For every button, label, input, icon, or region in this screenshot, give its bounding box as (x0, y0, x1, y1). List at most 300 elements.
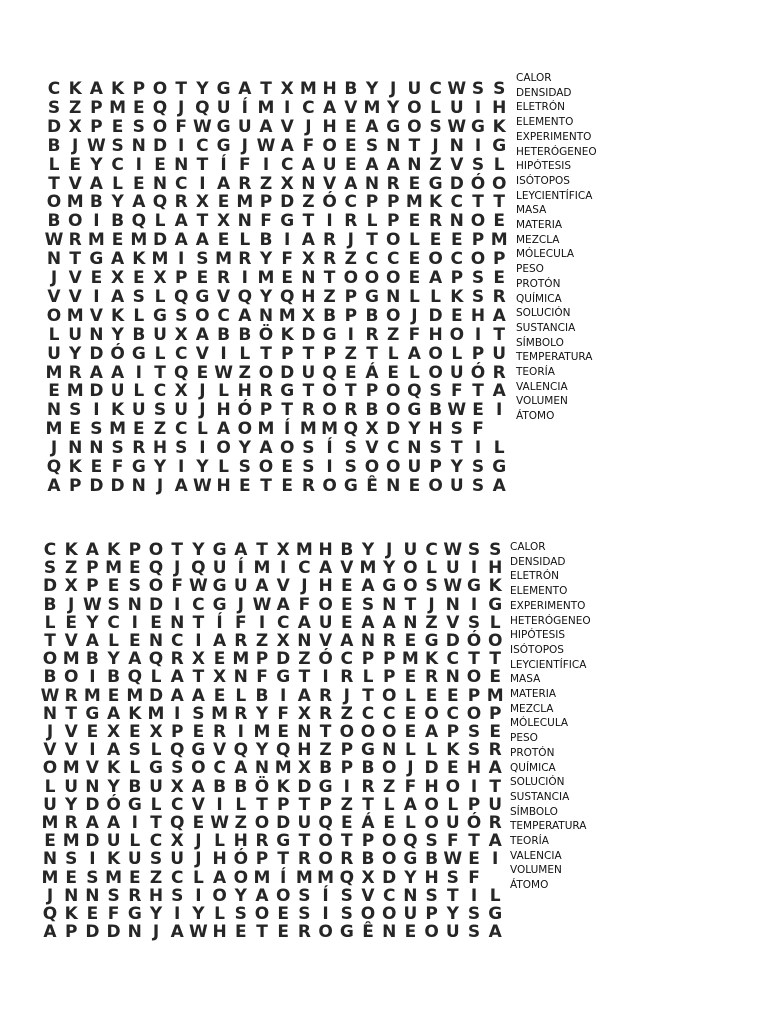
grid-letter: J (195, 831, 202, 852)
grid-letter: I (326, 457, 333, 477)
grid-letter: P (386, 211, 400, 232)
grid-letter: Ó (110, 343, 125, 364)
grid-letter: C (340, 649, 354, 670)
grid-letter: R (382, 631, 396, 651)
grid-letter: M (490, 230, 508, 251)
grid-letter: R (255, 831, 269, 852)
grid-letter: P (276, 794, 290, 815)
grid-letter: H (322, 79, 337, 99)
grid-letter: E (446, 685, 459, 706)
grid-letter: C (361, 703, 375, 724)
word-list-item: MEZCLA (510, 702, 554, 715)
grid-letter: A (259, 116, 273, 137)
word-list-item: PROTÓN (510, 746, 555, 759)
grid-letter: V (319, 631, 333, 651)
grid-letter: R (323, 230, 337, 251)
grid-letter: V (64, 631, 78, 651)
grid-letter: H (428, 324, 443, 345)
grid-letter: E (281, 268, 293, 288)
grid-letter: E (90, 268, 103, 288)
grid-letter: J (50, 438, 58, 459)
grid-letter: U (407, 79, 422, 99)
grid-letter: K (488, 576, 502, 597)
grid-letter: J (305, 116, 312, 137)
word-list-item: SOLUCIÓN (516, 307, 571, 320)
grid-letter: P (170, 722, 184, 742)
grid-letter: C (170, 794, 184, 815)
grid-letter: T (340, 831, 353, 852)
grid-letter: S (302, 438, 315, 459)
grid-letter: B (429, 400, 443, 421)
grid-letter: B (47, 135, 61, 156)
grid-letter: O (237, 419, 253, 440)
grid-letter: S (107, 594, 120, 615)
grid-letter: T (493, 192, 505, 213)
grid-letter: Ö (254, 776, 270, 797)
grid-letter: U (445, 922, 460, 943)
grid-letter: L (218, 381, 230, 402)
grid-letter: Y (192, 540, 205, 560)
grid-letter: L (133, 381, 145, 402)
grid-letter: E (281, 457, 293, 477)
word-list-item: ÁTOMO (516, 410, 555, 423)
grid-letter: Á (365, 362, 379, 383)
grid-letter: M (232, 649, 250, 670)
grid-letter: K (111, 79, 125, 99)
grid-letter: A (492, 475, 506, 496)
grid-letter: R (64, 813, 78, 833)
grid-letter: I (89, 849, 96, 870)
grid-letter: P (446, 722, 460, 742)
grid-letter: L (404, 740, 416, 761)
grid-letter: X (297, 758, 311, 779)
grid-letter: K (68, 457, 82, 477)
grid-letter: V (280, 116, 294, 137)
grid-letter: E (217, 192, 230, 213)
grid-letter: Ê (362, 922, 374, 943)
grid-letter: G (428, 173, 443, 194)
grid-letter: Z (238, 362, 251, 383)
grid-letter: M (211, 703, 229, 724)
grid-letter: N (237, 211, 252, 232)
grid-letter: O (42, 649, 58, 670)
grid-letter: L (387, 343, 399, 364)
grid-letter: L (408, 230, 420, 251)
grid-letter: O (385, 457, 401, 477)
grid-letter: V (47, 286, 61, 307)
grid-letter: F (298, 594, 311, 615)
grid-letter: A (407, 343, 421, 364)
grid-letter: V (64, 722, 78, 742)
grid-letter: R (319, 685, 333, 706)
grid-letter: X (153, 268, 167, 288)
grid-letter: D (424, 758, 439, 779)
grid-letter: F (260, 211, 272, 232)
grid-letter: E (408, 475, 421, 496)
grid-letter: L (150, 667, 162, 688)
grid-letter: I (262, 154, 270, 175)
grid-letter: M (405, 192, 423, 213)
grid-letter: I (284, 97, 291, 118)
grid-letter: Q (127, 667, 143, 688)
grid-letter: V (195, 343, 209, 364)
grid-letter: I (131, 813, 138, 833)
grid-letter: R (238, 249, 252, 270)
grid-letter: A (425, 722, 439, 742)
grid-letter: U (301, 362, 316, 383)
grid-letter: E (493, 268, 505, 288)
grid-letter: M (41, 867, 59, 888)
grid-letter: A (107, 740, 121, 761)
grid-letter: G (339, 922, 354, 943)
grid-letter: I (474, 97, 482, 118)
grid-letter: S (175, 438, 188, 459)
grid-letter: C (196, 135, 209, 156)
grid-letter: H (470, 305, 486, 326)
grid-letter: O (279, 438, 295, 459)
grid-letter: L (150, 794, 162, 815)
grid-letter: K (492, 116, 506, 137)
grid-letter: C (192, 594, 205, 615)
grid-letter: E (86, 722, 99, 742)
grid-letter: S (298, 904, 311, 924)
grid-letter: Z (323, 286, 336, 307)
grid-letter: Q (407, 381, 422, 402)
grid-letter: E (196, 268, 209, 288)
grid-letter: R (259, 381, 273, 402)
grid-letter: O (449, 324, 465, 345)
grid-letter: P (68, 475, 82, 496)
grid-letter: B (111, 211, 125, 232)
grid-letter: G (382, 576, 397, 597)
grid-letter: E (340, 576, 353, 597)
grid-letter: W (443, 849, 463, 870)
grid-letter: T (302, 381, 315, 402)
grid-letter: Y (149, 904, 163, 924)
grid-letter: B (344, 79, 358, 99)
grid-letter: C (213, 758, 226, 779)
grid-letter: O (466, 667, 482, 688)
grid-letter: Z (340, 703, 353, 724)
grid-letter: E (344, 116, 357, 137)
grid-letter: F (302, 135, 315, 156)
word-list-item: HIPÓTESIS (510, 629, 566, 642)
grid-letter: P (132, 79, 146, 99)
word-list-item: MASA (510, 673, 541, 686)
grid-letter: W (443, 540, 463, 560)
grid-letter: A (191, 685, 205, 706)
grid-letter: X (191, 649, 205, 670)
grid-letter: B (234, 776, 248, 797)
grid-letter: O (424, 703, 439, 724)
grid-letter: P (365, 381, 379, 402)
grid-letter: T (69, 249, 81, 270)
grid-letter: U (403, 904, 418, 924)
grid-letter: P (365, 192, 379, 213)
word-list-item: CALOR (510, 541, 546, 553)
grid-letter: D (382, 867, 397, 888)
grid-letter: Z (383, 776, 396, 797)
word-list-item: PESO (510, 732, 538, 745)
grid-letter: Q (152, 192, 168, 213)
grid-letter: N (403, 612, 418, 633)
grid-letter: E (132, 268, 145, 288)
grid-letter: I (322, 904, 329, 924)
grid-letter: K (64, 904, 78, 924)
grid-letter: L (154, 343, 166, 364)
grid-letter: I (258, 612, 266, 633)
grid-letter: L (150, 740, 162, 761)
grid-letter: O (428, 362, 443, 383)
grid-letter: X (276, 540, 290, 560)
grid-letter: D (280, 362, 295, 383)
grid-letter: Z (344, 249, 357, 270)
grid-letter: L (154, 211, 166, 232)
grid-letter: I (199, 173, 206, 194)
grid-letter: O (424, 813, 439, 833)
grid-letter: Q (322, 362, 337, 383)
grid-letter: A (255, 885, 269, 906)
grid-letter: O (381, 904, 397, 924)
grid-letter: A (191, 776, 205, 797)
grid-letter: D (297, 776, 312, 797)
grid-letter: D (85, 922, 100, 943)
grid-letter: S (69, 400, 82, 421)
grid-letter: E (489, 667, 501, 688)
word-list-item: ELEMENTO (510, 585, 568, 598)
grid-letter: T (362, 794, 374, 815)
grid-letter: T (450, 438, 463, 459)
grid-letter: A (47, 475, 61, 496)
grid-letter: S (467, 612, 481, 633)
grid-letter: O (381, 685, 397, 706)
grid-letter: S (425, 885, 438, 906)
grid-letter: I (280, 685, 287, 706)
grid-letter: A (255, 576, 269, 597)
grid-letter: G (216, 79, 231, 99)
grid-letter: E (340, 612, 353, 633)
grid-letter: M (401, 649, 419, 670)
grid-letter: B (43, 594, 57, 615)
grid-letter: O (322, 135, 337, 156)
grid-letter: S (471, 457, 485, 477)
grid-letter: N (46, 249, 62, 270)
grid-letter: V (64, 740, 78, 761)
grid-letter: K (111, 305, 125, 326)
grid-letter: J (195, 849, 202, 870)
grid-letter: L (196, 419, 208, 440)
grid-letter: N (131, 475, 146, 496)
grid-letter: A (429, 268, 443, 288)
grid-letter: Á (361, 813, 375, 833)
grid-letter: V (217, 286, 231, 307)
grid-letter: O (258, 457, 274, 477)
word-list-item: LEYCIENTÍFICA (510, 658, 587, 671)
grid-letter: J (72, 135, 79, 156)
word-list-item: HETERÓGENEO (516, 145, 597, 158)
grid-letter: C (344, 192, 358, 213)
word-list-item: QUÍMICA (510, 761, 556, 774)
grid-letter: E (111, 230, 124, 251)
grid-letter: S (425, 831, 438, 852)
grid-letter: O (445, 776, 461, 797)
grid-letter: X (217, 211, 231, 232)
grid-letter: A (170, 667, 184, 688)
grid-letter: B (132, 324, 146, 345)
grid-letter: R (297, 849, 311, 870)
grid-letter: A (89, 79, 103, 99)
grid-letter: N (407, 438, 422, 459)
grid-letter: Q (173, 286, 189, 307)
grid-letter: O (318, 831, 333, 852)
grid-letter: B (361, 758, 375, 779)
grid-letter: L (404, 813, 416, 833)
grid-letter: T (366, 230, 378, 251)
word-list-item: CALOR (516, 72, 552, 84)
grid-letter: M (486, 685, 504, 706)
grid-letter: U (110, 381, 125, 402)
grid-letter: Q (148, 649, 164, 670)
grid-letter: I (474, 324, 482, 345)
grid-letter: L (489, 612, 501, 633)
grid-letter: O (318, 922, 333, 943)
grid-letter: D (85, 794, 100, 815)
grid-letter: W (83, 594, 102, 615)
grid-letter: E (234, 922, 247, 943)
grid-letter: P (429, 457, 442, 477)
grid-letter: I (492, 849, 499, 870)
grid-letter: I (174, 703, 181, 724)
grid-letter: M (105, 558, 123, 579)
grid-letter: S (344, 438, 357, 459)
grid-letter: U (445, 813, 460, 833)
grid-letter: Q (173, 362, 189, 383)
grid-letter: P (259, 400, 273, 421)
grid-letter: F (472, 419, 484, 440)
grid-letter: C (149, 831, 163, 852)
word-list-item: DENSIDAD (516, 86, 572, 99)
grid-letter: R (64, 685, 78, 706)
grid-letter: L (48, 154, 60, 175)
grid-letter: M (215, 249, 233, 270)
grid-letter: N (403, 885, 418, 906)
grid-letter: Q (169, 813, 185, 833)
word-list-item: VALENCIA (516, 380, 568, 393)
grid-letter: H (318, 540, 333, 560)
grid-letter: Q (343, 419, 359, 440)
grid-letter: H (424, 867, 439, 888)
grid-letter: P (255, 649, 269, 670)
grid-letter: P (340, 740, 354, 761)
grid-letter: C (450, 249, 464, 270)
grid-letter: N (445, 667, 460, 688)
grid-letter: O (254, 813, 270, 833)
grid-letter: B (255, 685, 269, 706)
grid-letter: T (489, 776, 501, 797)
grid-letter: E (404, 667, 417, 688)
grid-letter: U (47, 343, 61, 364)
grid-letter: G (216, 135, 231, 156)
grid-letter: I (178, 135, 185, 156)
word-list-item: TEMPERATURA (516, 351, 593, 364)
grid-letter: T (154, 362, 166, 383)
grid-letter: E (489, 722, 501, 742)
grid-letter: N (127, 594, 142, 615)
grid-letter: I (470, 558, 478, 579)
grid-letter: U (170, 849, 185, 870)
grid-letter: Í (322, 885, 329, 906)
grid-letter: U (212, 558, 227, 579)
grid-letter: O (407, 97, 422, 118)
grid-letter: A (111, 249, 125, 270)
grid-letter: R (68, 230, 82, 251)
grid-letter: R (492, 286, 506, 307)
grid-letter: J (428, 594, 435, 615)
grid-letter: S (493, 79, 506, 99)
grid-letter: W (447, 116, 467, 137)
grid-letter: R (386, 173, 400, 194)
grid-letter: K (111, 400, 125, 421)
grid-letter: U (233, 576, 248, 597)
grid-letter: Q (339, 867, 355, 888)
grid-letter: O (403, 576, 418, 597)
grid-letter: F (171, 576, 183, 597)
grid-letter: Q (46, 457, 62, 477)
grid-letter: Q (169, 740, 185, 761)
grid-letter: O (407, 116, 422, 137)
grid-letter: V (340, 558, 354, 579)
grid-letter: Y (90, 154, 103, 175)
grid-letter: T (256, 922, 268, 943)
grid-letter: E (213, 649, 226, 670)
grid-letter: A (85, 540, 99, 560)
grid-letter: E (44, 831, 56, 852)
grid-letter: C (280, 154, 294, 175)
grid-letter: E (69, 419, 81, 440)
grid-letter: A (297, 685, 311, 706)
grid-letter: Z (298, 649, 311, 670)
grid-letter: N (258, 305, 274, 326)
grid-letter: P (386, 192, 400, 213)
grid-letter: R (234, 703, 248, 724)
grid-letter: J (46, 885, 54, 906)
grid-letter: W (252, 594, 272, 615)
grid-letter: P (467, 794, 481, 815)
grid-letter: L (218, 457, 230, 477)
grid-letter: H (152, 438, 168, 459)
grid-letter: M (299, 419, 317, 440)
grid-letter: Z (69, 97, 82, 118)
grid-letter: F (238, 154, 251, 175)
grid-letter: R (492, 362, 506, 383)
grid-letter: J (46, 722, 54, 742)
grid-letter: D (110, 475, 125, 496)
grid-letter: I (89, 740, 96, 761)
grid-letter: L (426, 740, 438, 761)
grid-letter: V (446, 612, 460, 633)
grid-letter: E (404, 922, 417, 943)
grid-letter: S (238, 457, 251, 477)
grid-letter: G (127, 904, 142, 924)
grid-letter: E (277, 904, 289, 924)
grid-letter: C (429, 79, 442, 99)
grid-letter: N (449, 135, 464, 156)
grid-letter: B (365, 400, 379, 421)
grid-letter: Z (340, 794, 353, 815)
grid-letter: G (127, 794, 142, 815)
grid-letter: X (365, 419, 379, 440)
grid-letter: E (404, 631, 417, 651)
